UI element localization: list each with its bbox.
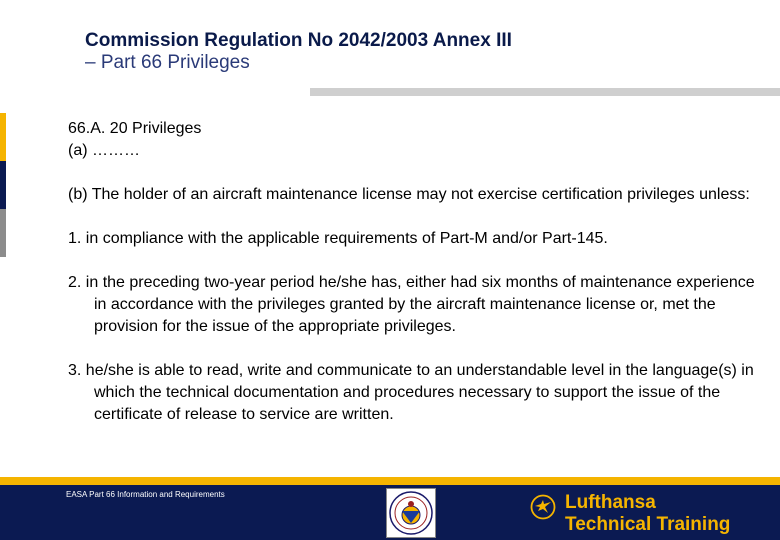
side-accent-gray [0,209,6,257]
header-divider [310,88,780,96]
brand-subtitle: Technical Training [565,514,731,535]
brand-name: Lufthansa [565,492,656,513]
school-seal-icon [386,488,436,538]
item-a: (a) ……… [68,142,140,159]
slide-body [68,118,758,426]
slide-subtitle: – Part 66 Privileges [85,52,250,73]
slide-title: Commission Regulation No 2042/2003 Annex III [85,30,512,51]
slide-title-block [85,30,512,74]
paragraph-1: 1. in compliance with the applicable requirements of Part-M and/or Part-145. [68,230,608,247]
crane-logo-icon [530,494,556,520]
paragraph-2: 2. in the preceding two-year period he/she has, either had six months of maintenance experience in accordance with the privileges granted by the aircraft maintenance license or, met the provision for the issue of the appropriate privileges. [68,274,755,335]
footer-caption: EASA Part 66 Information and Requirements [66,490,225,499]
side-accent-yellow [0,113,6,161]
side-accent-navy [0,161,6,209]
section-heading: 66.A. 20 Privileges [68,120,202,137]
paragraph-b: (b) The holder of an aircraft maintenance license may not exercise certification privileges unless: [68,186,750,203]
footer-accent-stripe [0,477,780,485]
paragraph-3: 3. he/she is able to read, write and communicate to an understandable level in the language(s) in which the technical documentation and procedures necessary to support the issue of the certificate of release to service are written. [68,362,754,423]
